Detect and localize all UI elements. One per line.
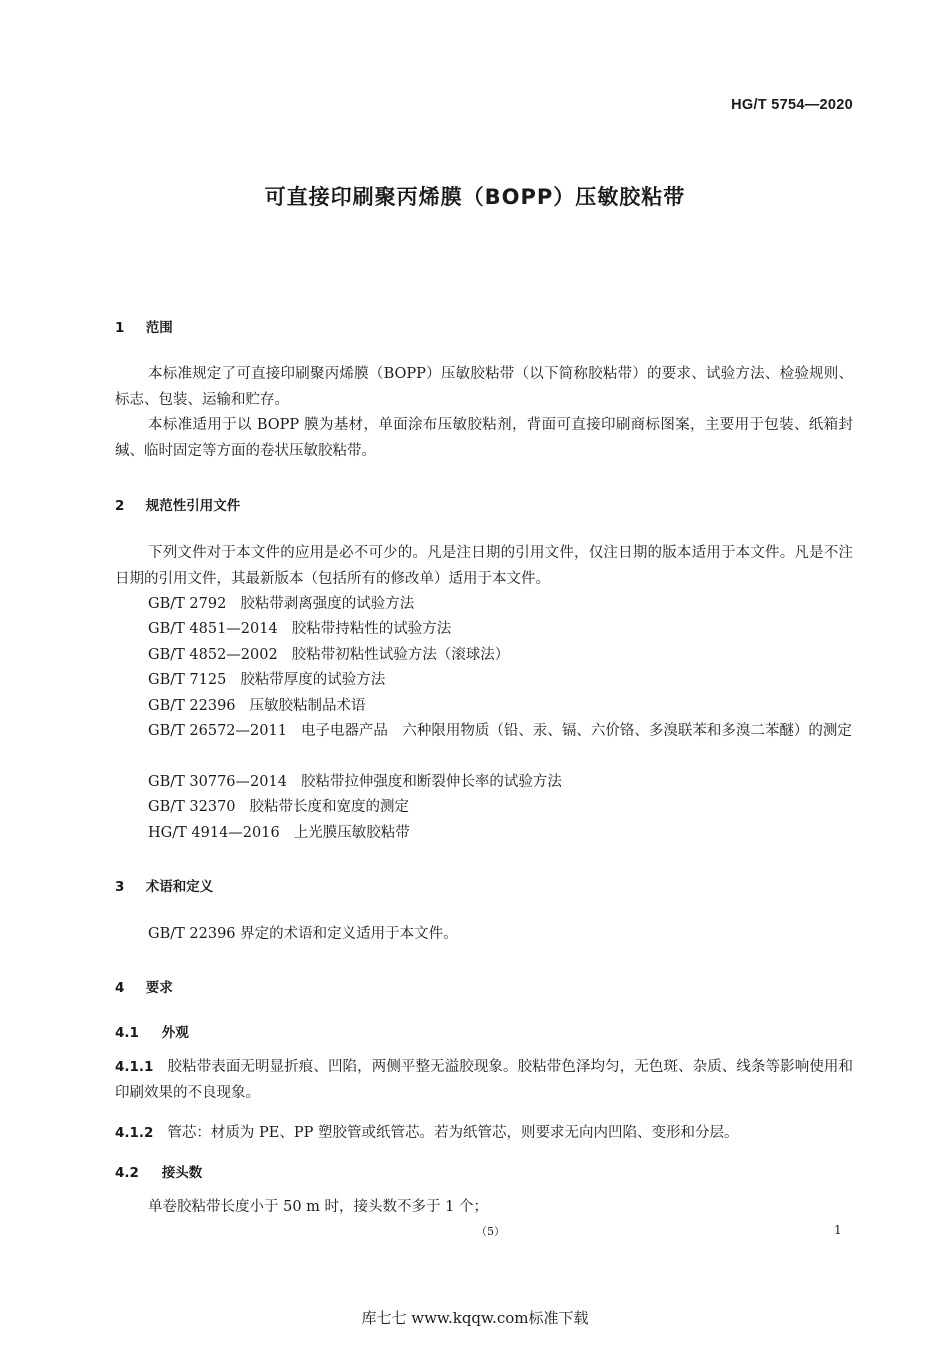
page-number: 1 — [834, 1223, 842, 1237]
reference-title: 胶粘带初粘性试验方法（滚球法） — [291, 647, 510, 663]
page-number-center: （5） — [476, 1225, 505, 1238]
reference-title: 压敏胶粘制品术语 — [249, 698, 366, 714]
section-number: 3 — [115, 879, 125, 895]
reference-code: GB/T 2792 — [148, 596, 227, 612]
footer-watermark: 库七七 www.kqqw.com标准下载 — [361, 1309, 589, 1327]
reference-item — [148, 617, 451, 638]
clause-text: 胶粘带表面无明显折痕、凹陷，两侧平整无溢胶现象。胶粘带色泽均匀，无色斑、杂质、线条等影响使用和印刷效果的不良现象。 — [115, 1059, 853, 1101]
reference-item — [148, 821, 410, 842]
reference-item — [148, 694, 366, 715]
clause-number: 4.1.2 — [115, 1125, 154, 1141]
reference-code: GB/T 26572—2011 — [148, 723, 287, 739]
reference-title: 电子电器产品 六种限用物质（铅、汞、镉、六价铬、多溴联苯和多溴二苯醚）的测定 — [300, 723, 852, 739]
section-title: 术语和定义 — [145, 879, 214, 895]
reference-code: GB/T 32370 — [148, 799, 236, 815]
section-2-heading — [115, 494, 240, 514]
section-4-1-2 — [115, 1121, 853, 1147]
section-1-paragraph-2: 本标准适用于以 BOPP 膜为基材，单面涂布压敏胶粘剂，背面可直接印刷商标图案，主要用于包装、纸箱封缄、临时固定等方面的卷状压敏胶粘带。 — [115, 417, 853, 459]
section-title: 外观 — [161, 1025, 189, 1041]
reference-code: GB/T 4851—2014 — [148, 621, 278, 637]
reference-item — [148, 668, 385, 689]
section-number: 4 — [115, 980, 125, 996]
section-1-paragraph-1: 本标准规定了可直接印刷聚丙烯膜（BOPP）压敏胶粘带（以下简称胶粘带）的要求、试验方法、检验规则、标志、包装、运输和贮存。 — [115, 366, 853, 408]
reference-item — [148, 795, 409, 816]
section-title: 接头数 — [161, 1165, 203, 1181]
section-1-heading — [115, 316, 173, 336]
section-number: 1 — [115, 320, 125, 336]
section-4-heading — [115, 976, 173, 996]
reference-title: 胶粘带长度和宽度的测定 — [249, 799, 410, 815]
clause-text: 管芯：材质为 PE、PP 塑胶管或纸管芯。若为纸管芯，则要求无向内凹陷、变形和分层。 — [167, 1125, 739, 1141]
section-3-heading — [115, 875, 213, 895]
section-4-2-heading — [115, 1161, 202, 1181]
reference-title: 上光膜压敏胶粘带 — [293, 825, 410, 841]
section-4-1-1 — [115, 1055, 853, 1106]
section-2-intro: 下列文件对于本文件的应用是必不可少的。凡是注日期的引用文件，仅注日期的版本适用于本文件。凡是不注日期的引用文件，其最新版本（包括所有的修改单）适用于本文件。 — [115, 545, 853, 587]
section-4-2-paragraph: 单卷胶粘带长度小于 50 m 时，接头数不多于 1 个； — [148, 1199, 488, 1215]
reference-title: 胶粘带厚度的试验方法 — [240, 672, 386, 688]
section-number: 2 — [115, 498, 125, 514]
reference-item — [148, 592, 414, 613]
clause-number: 4.1.1 — [115, 1059, 154, 1075]
reference-title: 胶粘带持粘性的试验方法 — [291, 621, 452, 637]
reference-title: 胶粘带拉伸强度和断裂伸长率的试验方法 — [300, 774, 562, 790]
document-title: 可直接印刷聚丙烯膜（BOPP）压敏胶粘带 — [264, 185, 686, 209]
section-4-1-heading — [115, 1021, 189, 1041]
reference-item — [115, 719, 853, 745]
section-title: 范围 — [145, 320, 173, 336]
section-title: 规范性引用文件 — [145, 498, 241, 514]
reference-code: GB/T 7125 — [148, 672, 227, 688]
reference-title: 胶粘带剥离强度的试验方法 — [240, 596, 415, 612]
reference-item — [148, 770, 562, 791]
reference-code: GB/T 30776—2014 — [148, 774, 287, 790]
reference-code: HG/T 4914—2016 — [148, 825, 280, 841]
standard-code: HG/T 5754—2020 — [731, 97, 853, 113]
section-title: 要求 — [145, 980, 173, 996]
section-3-paragraph: GB/T 22396 界定的术语和定义适用于本文件。 — [148, 926, 458, 942]
reference-item — [148, 643, 509, 664]
section-number: 4.2 — [115, 1165, 139, 1181]
reference-code: GB/T 22396 — [148, 698, 236, 714]
reference-code: GB/T 4852—2002 — [148, 647, 278, 663]
section-number: 4.1 — [115, 1025, 139, 1041]
